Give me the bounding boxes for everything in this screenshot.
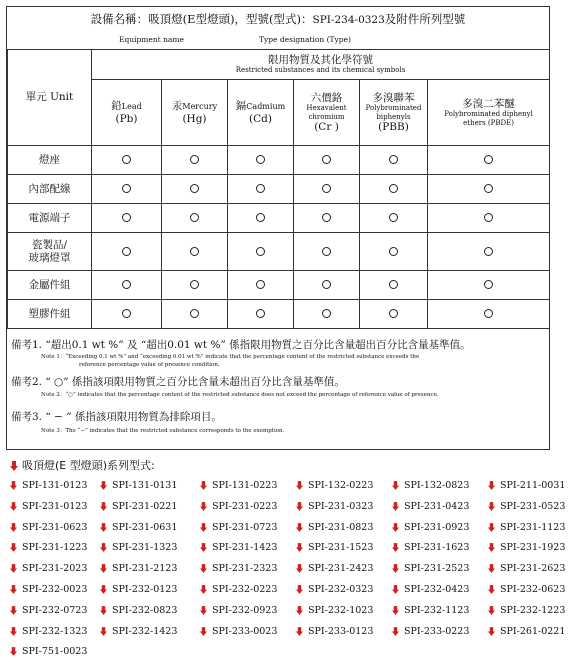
model-item <box>200 584 277 595</box>
presence-cell <box>294 175 360 204</box>
model-item <box>488 542 565 553</box>
circle-icon <box>256 280 265 289</box>
model-code: SPI-232-1423 <box>112 625 178 637</box>
model-code: SPI-232-1323 <box>22 625 88 637</box>
presence-cell <box>228 233 294 271</box>
arrow-down-icon <box>488 585 495 594</box>
model-code: SPI-231-0223 <box>212 500 278 512</box>
model-item <box>392 563 469 574</box>
circle-icon <box>256 213 265 222</box>
circle-icon <box>322 213 331 222</box>
model-code: SPI-234-0323 <box>312 14 385 26</box>
model-item <box>392 501 469 512</box>
arrow-down-icon <box>10 564 17 573</box>
circle-icon <box>190 184 199 193</box>
note-3: 備考3. “ − ” 係指該項限用物質為排除項目。 <box>11 411 222 423</box>
presence-cell <box>162 175 228 204</box>
circle-icon <box>122 309 131 318</box>
model-item <box>10 522 87 533</box>
model-code: SPI-231-0623 <box>22 521 88 533</box>
circle-icon <box>122 213 131 222</box>
model-code: SPI-231-1123 <box>500 521 566 533</box>
arrow-down-icon <box>100 523 107 532</box>
arrow-down-icon <box>392 564 399 573</box>
circle-icon <box>389 213 398 222</box>
model-item <box>10 605 87 616</box>
model-item <box>392 480 469 491</box>
arrow-down-icon <box>488 523 495 532</box>
model-item <box>10 542 87 553</box>
arrow-down-icon <box>100 564 107 573</box>
model-item <box>488 563 565 574</box>
model-code: SPI-231-0221 <box>112 500 178 512</box>
col-hexavalent-chromium: 六價鉻 Hexavalent chromium (Cr ) <box>294 80 360 146</box>
equipment-title <box>7 11 549 27</box>
model-code: SPI-231-1923 <box>500 542 566 554</box>
model-code: SPI-231-0423 <box>404 500 470 512</box>
rohs-declaration-frame <box>6 6 550 450</box>
arrow-down-icon <box>296 481 303 490</box>
model-item <box>100 584 177 595</box>
model-item <box>10 501 87 512</box>
arrow-down-icon <box>392 606 399 615</box>
model-item <box>488 501 565 512</box>
arrow-down-icon <box>10 647 17 656</box>
presence-cell <box>228 300 294 329</box>
arrow-down-icon <box>200 585 207 594</box>
note-1-en-line2: reference percentage value of presence condition. <box>79 362 220 368</box>
unit-cell: 電源端子 <box>8 204 92 233</box>
arrow-down-icon <box>200 543 207 552</box>
model-item <box>200 605 277 616</box>
model-item <box>200 480 277 491</box>
table-row <box>8 300 550 329</box>
circle-icon <box>389 155 398 164</box>
model-item <box>10 563 87 574</box>
table-row <box>8 204 550 233</box>
equipment-name-en: Equipment name <box>119 35 184 44</box>
model-code: SPI-231-2423 <box>308 563 374 575</box>
circle-icon <box>484 184 493 193</box>
unit-cell: 瓷製品/ 玻璃燈罩 <box>8 233 92 271</box>
model-code: SPI-232-0123 <box>112 584 178 595</box>
presence-cell <box>228 204 294 233</box>
arrow-down-icon <box>392 502 399 511</box>
note-1: 備考1. “超出0.1 wt %” 及 “超出0.01 wt %” 係指限用物質之百分比含量超出百分比含量基準值。 <box>11 339 471 351</box>
arrow-down-icon <box>488 543 495 552</box>
model-item <box>100 522 177 533</box>
arrow-down-icon <box>100 606 107 615</box>
arrow-down-icon <box>100 481 107 490</box>
model-item <box>488 522 565 533</box>
table-row <box>8 146 550 175</box>
model-code: SPI-232-0023 <box>22 584 88 595</box>
note-1-en-line1: Note 1：“Exceeding 0.1 wt %” and “exceeding 0.01 wt %” indicate that the percentage content of the restricted substance exceeds the <box>41 354 420 360</box>
presence-cell <box>428 233 550 271</box>
presence-cell <box>92 300 162 329</box>
model-item <box>296 626 373 637</box>
arrow-down-icon <box>10 543 17 552</box>
model-item <box>296 605 373 616</box>
presence-cell <box>428 271 550 300</box>
model-item <box>488 584 565 595</box>
circle-icon <box>484 247 493 256</box>
presence-cell <box>162 146 228 175</box>
model-code: SPI-131-0123 <box>22 480 88 491</box>
arrow-down-icon <box>488 502 495 511</box>
arrow-down-icon <box>100 502 107 511</box>
circle-icon <box>122 184 131 193</box>
arrow-down-icon <box>10 523 17 532</box>
arrow-down-icon <box>488 481 495 490</box>
model-item <box>10 646 87 657</box>
model-code: SPI-231-0123 <box>22 500 88 512</box>
circle-icon <box>122 155 131 164</box>
circle-icon <box>256 309 265 318</box>
model-item <box>392 626 469 637</box>
restricted-header-en: Restricted substances and its chemical symbols <box>235 66 406 75</box>
circle-icon <box>190 309 199 318</box>
model-item <box>200 563 277 574</box>
model-code: SPI-131-0131 <box>112 480 178 491</box>
col-mercury: 汞Mercury (Hg) <box>162 80 228 146</box>
circle-icon <box>190 213 199 222</box>
arrow-down-icon <box>392 627 399 636</box>
model-item <box>392 542 469 553</box>
model-code: SPI-232-1123 <box>404 604 470 616</box>
arrow-down-icon <box>200 523 207 532</box>
model-item <box>296 480 373 491</box>
restricted-header-zh: 限用物質及其化學符號 <box>268 54 374 67</box>
model-code: SPI-231-2023 <box>22 563 88 575</box>
col-cadmium: 鎘Cadmium (Cd) <box>228 80 294 146</box>
presence-cell <box>360 271 428 300</box>
type-designation-en: Type designation (Type) <box>259 35 351 44</box>
model-code: SPI-232-0223 <box>212 584 278 595</box>
note-2: 備考2. “ ○” 係指該項限用物質之百分比含量未超出百分比含量基準值。 <box>11 376 345 388</box>
title-suffix: 及附件所列型號 <box>384 12 466 26</box>
circle-icon <box>256 247 265 256</box>
note-3-en: Note 3：The “−” indicates that the restricted substance corresponds to the exemption. <box>41 428 285 434</box>
model-item <box>200 542 277 553</box>
model-code: SPI-231-0631 <box>112 521 178 533</box>
arrow-down-icon <box>10 606 17 615</box>
model-code: SPI-231-0523 <box>500 500 566 512</box>
model-code: SPI-231-2123 <box>112 563 178 575</box>
presence-cell <box>360 175 428 204</box>
arrow-down-icon <box>296 502 303 511</box>
presence-cell <box>428 300 550 329</box>
model-item <box>100 501 177 512</box>
model-item <box>100 542 177 553</box>
presence-cell <box>228 175 294 204</box>
presence-cell <box>228 271 294 300</box>
model-code: SPI-231-1523 <box>308 542 374 554</box>
model-code: SPI-231-1323 <box>112 542 178 554</box>
presence-cell <box>428 146 550 175</box>
model-item <box>100 480 177 491</box>
model-code: SPI-131-0223 <box>212 480 278 491</box>
presence-cell <box>92 204 162 233</box>
col-pbde: 多溴二苯醚 Polybrominated diphenyl ethers (PBDE) <box>428 80 550 146</box>
unit-cell: 燈座 <box>8 146 92 175</box>
arrow-down-icon <box>488 627 495 636</box>
arrow-down-icon <box>488 606 495 615</box>
model-item <box>10 584 87 595</box>
presence-cell <box>360 300 428 329</box>
circle-icon <box>122 247 131 256</box>
circle-icon <box>122 280 131 289</box>
arrow-down-icon <box>296 606 303 615</box>
series-title <box>10 457 155 473</box>
arrow-down-icon <box>100 543 107 552</box>
presence-cell <box>92 271 162 300</box>
unit-header: 單元 Unit <box>8 50 92 146</box>
model-code: SPI-232-1023 <box>308 604 374 616</box>
model-item <box>100 563 177 574</box>
presence-cell <box>428 175 550 204</box>
circle-icon <box>484 213 493 222</box>
model-item <box>200 522 277 533</box>
presence-cell <box>162 300 228 329</box>
presence-cell <box>92 233 162 271</box>
model-code: SPI-232-0323 <box>308 584 374 595</box>
col-pbb: 多溴聯苯 Polybrominated biphenyls (PBB) <box>360 80 428 146</box>
arrow-down-icon <box>200 564 207 573</box>
presence-cell <box>294 271 360 300</box>
model-code: SPI-232-0923 <box>212 604 278 616</box>
unit-cell: 金屬件組 <box>8 271 92 300</box>
model-item <box>296 522 373 533</box>
model-code: SPI-231-0723 <box>212 521 278 533</box>
arrow-down-icon <box>392 543 399 552</box>
model-code: SPI-231-2323 <box>212 563 278 575</box>
model-code: SPI-231-0823 <box>308 521 374 533</box>
model-item <box>10 626 87 637</box>
arrow-down-icon <box>392 585 399 594</box>
arrow-down-icon <box>100 585 107 594</box>
model-code: SPI-232-1223 <box>500 604 566 616</box>
model-item <box>296 501 373 512</box>
presence-cell <box>162 204 228 233</box>
model-code: SPI-231-1223 <box>22 542 88 554</box>
restricted-substances-table <box>7 49 550 329</box>
presence-cell <box>360 204 428 233</box>
arrow-down-icon <box>296 585 303 594</box>
arrow-down-icon <box>392 481 399 490</box>
circle-icon <box>190 247 199 256</box>
model-code: SPI-261-0221 <box>500 625 566 637</box>
circle-icon <box>389 309 398 318</box>
presence-cell <box>294 233 360 271</box>
presence-cell <box>294 146 360 175</box>
restricted-header <box>92 50 550 80</box>
arrow-down-icon <box>296 564 303 573</box>
model-code: SPI-232-0823 <box>112 604 178 616</box>
model-code: SPI-232-0623 <box>500 584 566 595</box>
arrow-down-icon <box>392 523 399 532</box>
model-item <box>10 480 87 491</box>
arrow-down-icon <box>10 627 17 636</box>
model-code: SPI-233-0023 <box>212 625 278 637</box>
model-item <box>100 626 177 637</box>
presence-cell <box>92 146 162 175</box>
model-item <box>100 605 177 616</box>
model-item <box>392 605 469 616</box>
model-code: SPI-231-1623 <box>404 542 470 554</box>
circle-icon <box>484 280 493 289</box>
arrow-down-icon <box>296 523 303 532</box>
table-row <box>8 233 550 271</box>
circle-icon <box>484 309 493 318</box>
circle-icon <box>190 280 199 289</box>
arrow-down-icon <box>296 627 303 636</box>
presence-cell <box>294 300 360 329</box>
arrow-down-icon <box>200 502 207 511</box>
series-title-text: 吸頂燈(E 型燈頭)系列型式: <box>22 459 155 472</box>
circle-icon <box>389 247 398 256</box>
model-code: SPI-231-1423 <box>212 542 278 554</box>
presence-cell <box>360 146 428 175</box>
arrow-down-icon <box>200 481 207 490</box>
model-item <box>296 584 373 595</box>
circle-icon <box>322 280 331 289</box>
unit-cell: 塑膠件組 <box>8 300 92 329</box>
model-code: SPI-751-0023 <box>22 646 88 658</box>
circle-icon <box>389 280 398 289</box>
presence-cell <box>92 175 162 204</box>
model-item <box>296 563 373 574</box>
arrow-down-icon <box>10 481 17 490</box>
unit-cell: 內部配線 <box>8 175 92 204</box>
arrow-down-icon <box>200 606 207 615</box>
circle-icon <box>190 155 199 164</box>
presence-cell <box>228 146 294 175</box>
presence-cell <box>360 233 428 271</box>
model-item <box>200 501 277 512</box>
model-code: SPI-231-2623 <box>500 563 566 575</box>
model-item <box>200 626 277 637</box>
model-code: SPI-231-0923 <box>404 521 470 533</box>
circle-icon <box>484 155 493 164</box>
presence-cell <box>162 233 228 271</box>
model-code: SPI-132-0823 <box>404 480 470 491</box>
model-code: SPI-211-0031 <box>500 480 566 491</box>
presence-cell <box>428 204 550 233</box>
circle-icon <box>322 247 331 256</box>
model-item <box>392 522 469 533</box>
model-code: SPI-232-0723 <box>22 604 88 616</box>
arrow-down-icon <box>200 627 207 636</box>
model-code: SPI-233-0223 <box>404 625 470 637</box>
arrow-down-icon <box>10 585 17 594</box>
circle-icon <box>256 184 265 193</box>
arrow-down-icon <box>10 502 17 511</box>
model-item <box>488 626 565 637</box>
presence-cell <box>162 271 228 300</box>
model-item <box>392 584 469 595</box>
circle-icon <box>322 309 331 318</box>
model-code: SPI-231-0323 <box>308 500 374 512</box>
model-code: SPI-132-0223 <box>308 480 374 491</box>
model-code: SPI-231-2523 <box>404 563 470 575</box>
model-item <box>488 605 565 616</box>
arrow-down-icon <box>488 564 495 573</box>
table-row <box>8 271 550 300</box>
model-code: SPI-232-0423 <box>404 584 470 595</box>
arrow-down-icon <box>296 543 303 552</box>
model-item <box>296 542 373 553</box>
model-code: SPI-233-0123 <box>308 625 374 637</box>
col-lead: 鉛Lead (Pb) <box>92 80 162 146</box>
circle-icon <box>256 155 265 164</box>
circle-icon <box>322 155 331 164</box>
model-item <box>488 480 565 491</box>
equipment-label: 設備名稱：吸頂燈(E型燈頭)，型號(型式)： <box>90 12 313 26</box>
arrow-down-icon <box>10 461 18 471</box>
circle-icon <box>389 184 398 193</box>
presence-cell <box>294 204 360 233</box>
note-2-en: Note 2：“○” indicates that the percentage content of the restricted substance does not exceed the percentage of reference value of presence. <box>41 392 439 398</box>
arrow-down-icon <box>100 627 107 636</box>
table-row <box>8 175 550 204</box>
circle-icon <box>322 184 331 193</box>
